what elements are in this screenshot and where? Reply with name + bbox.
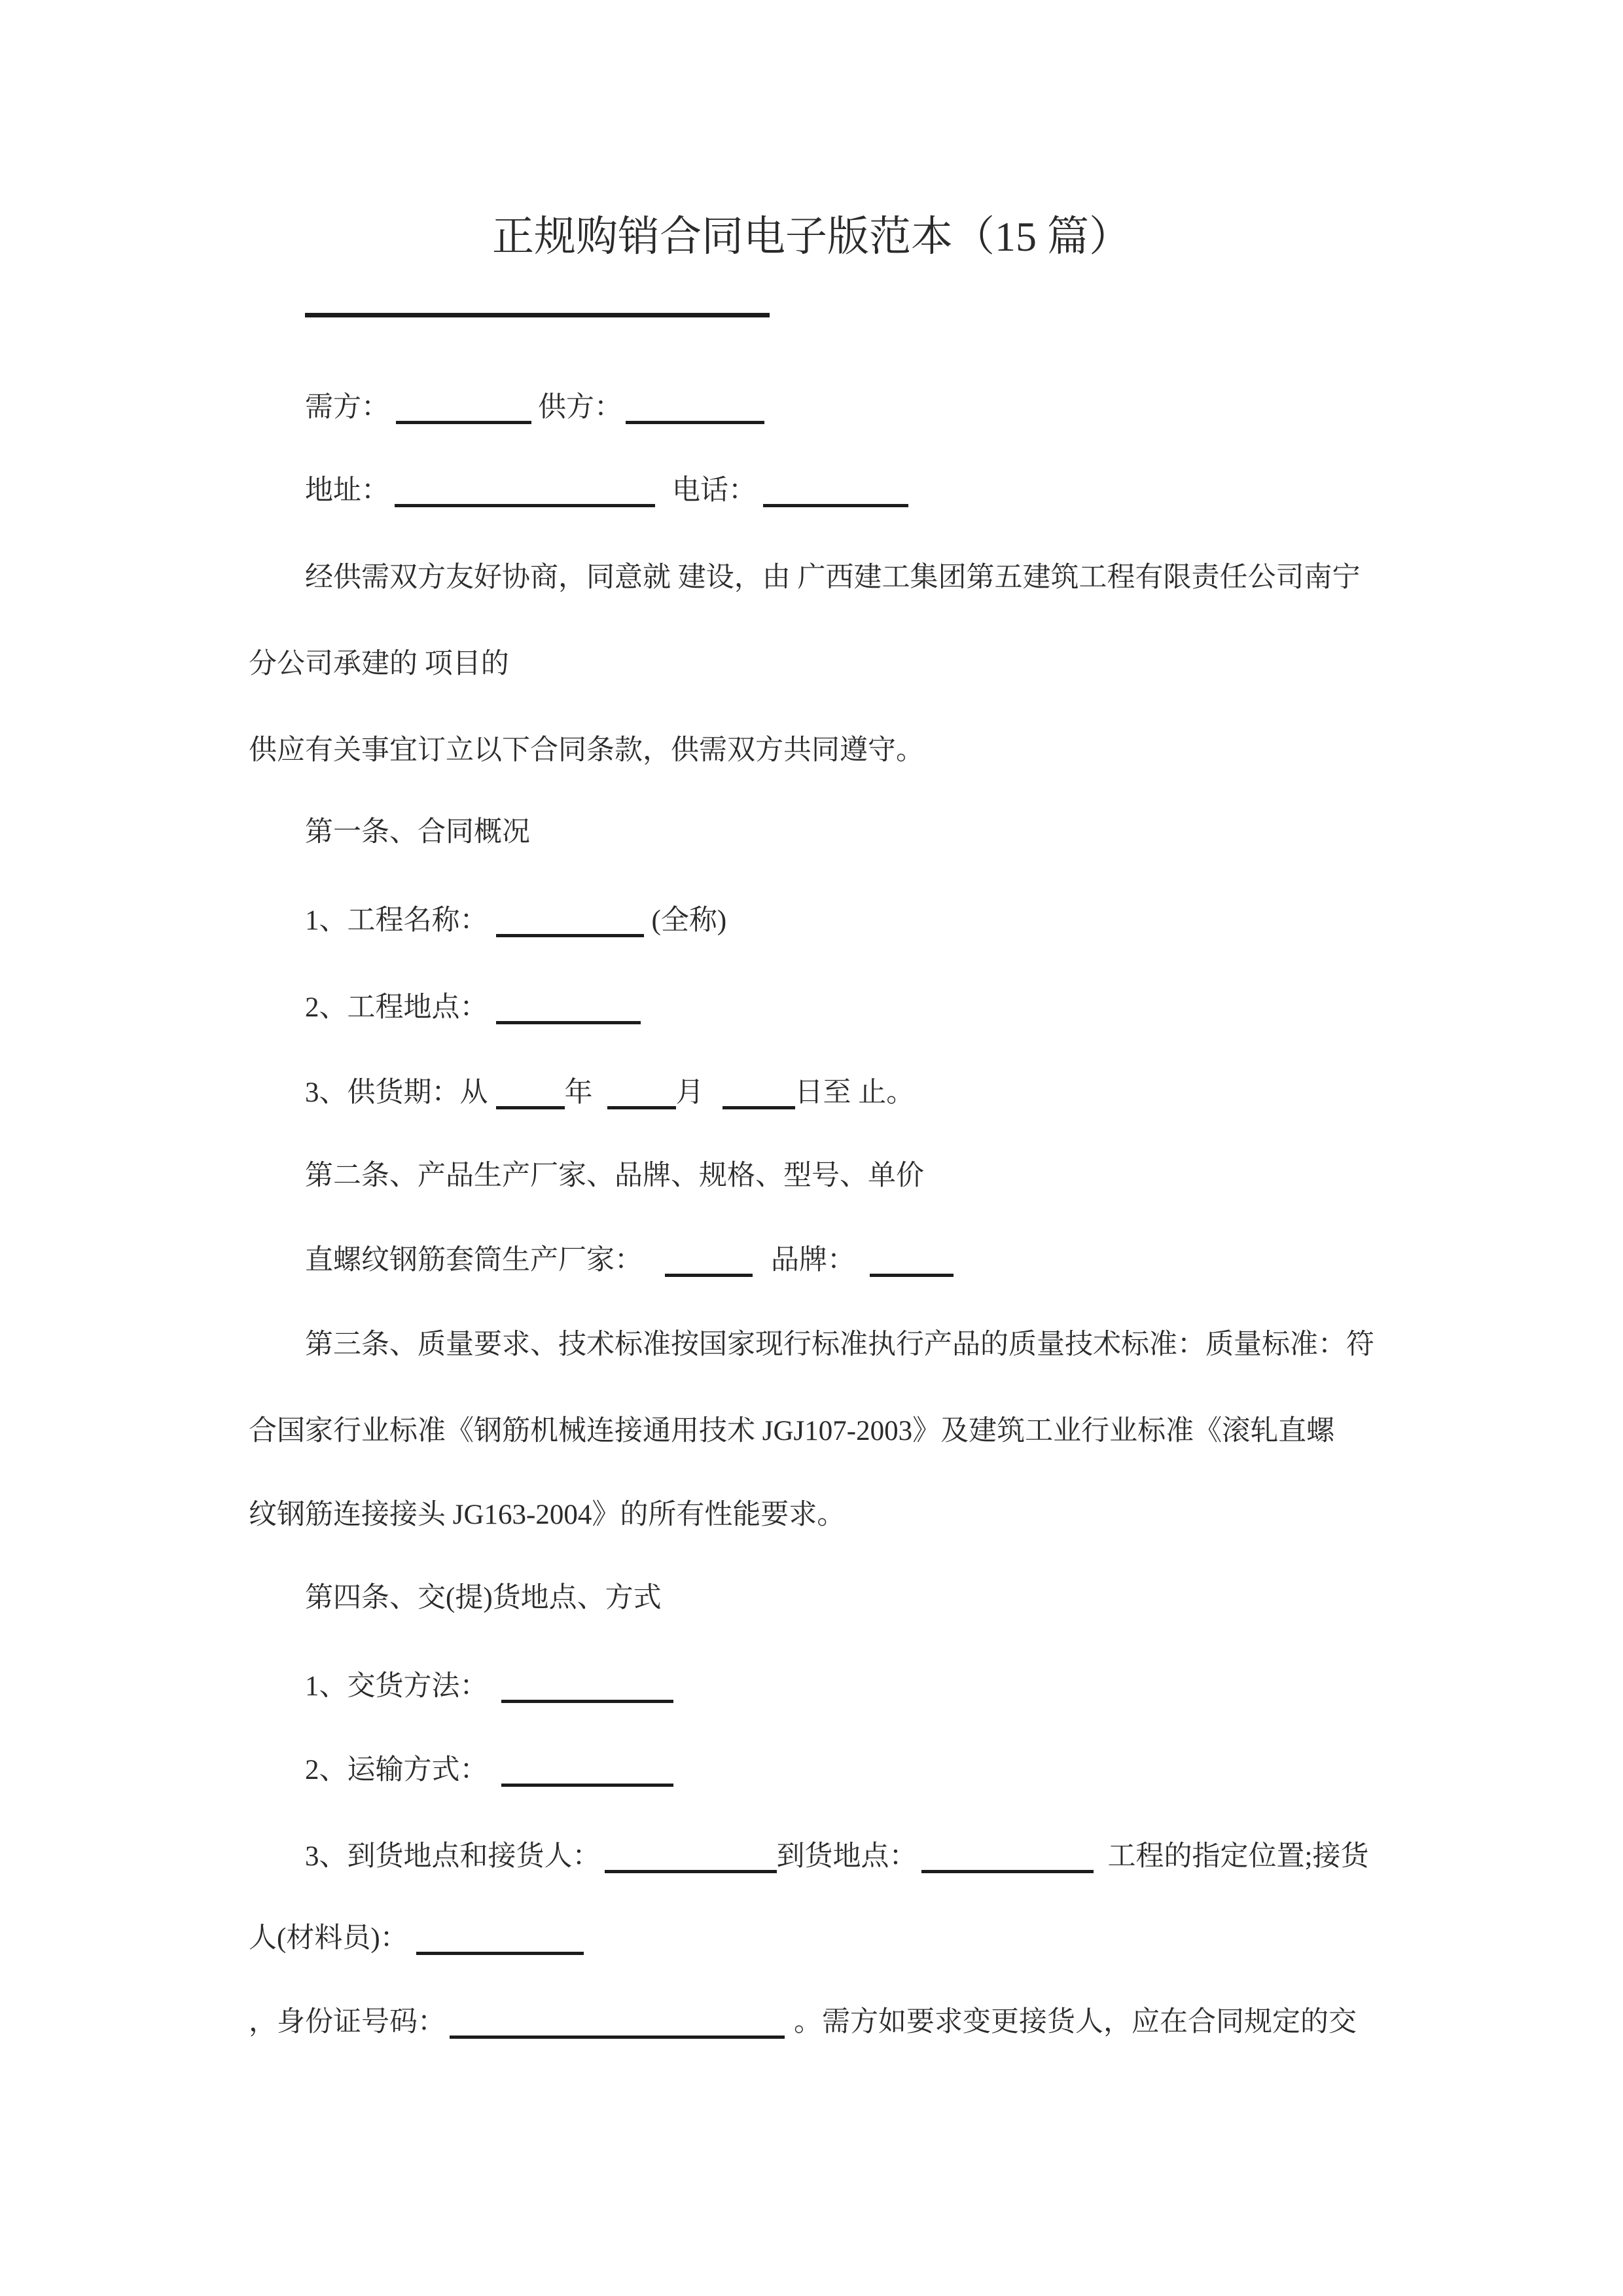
blank-field — [416, 1943, 584, 1955]
item-arrival — [249, 1815, 1457, 1899]
year-label: 年 — [564, 1077, 593, 1108]
transport-mode-label: 2、运输方式： — [305, 1755, 488, 1785]
full-name-note: (全称) — [651, 905, 727, 936]
blank-field — [921, 1861, 1094, 1873]
blank-field — [626, 412, 764, 424]
address-line — [249, 449, 1457, 533]
item-idcard — [249, 1981, 1400, 2064]
blank-field — [722, 1097, 795, 1109]
delivery-method-label: 1、交货方法： — [305, 1671, 488, 1702]
blank-field — [763, 495, 908, 507]
intro-line-3: 供应有关事宜订立以下合同条款，供需双方共同遵守。 — [249, 735, 924, 766]
blank-field — [607, 1097, 676, 1109]
idcard-suffix: 。需方如要求变更接货人，应在合同规定的交 — [794, 2007, 1357, 2037]
blank-field — [870, 1265, 954, 1277]
item-supply-period — [249, 1051, 1457, 1135]
intro-line-2: 分公司承建的 项目的 — [249, 649, 509, 679]
item-project-site — [249, 966, 1457, 1050]
intro-line-1: 经供需双方友好协商，同意就 建设，由 广西建工集团第五建筑工程有限责任公司南宁 — [305, 562, 1361, 593]
blank-field — [305, 304, 770, 317]
blank-field — [496, 1012, 641, 1024]
blank-field — [665, 1265, 753, 1277]
document-title: 正规购销合同电子版范本（15 篇） — [492, 213, 1131, 260]
party-line — [249, 366, 1457, 450]
item-delivery-method — [249, 1645, 1457, 1729]
day-to-label: 日至 止。 — [794, 1077, 915, 1108]
article4-heading: 第四条、交(提)货地点、方式 — [305, 1583, 662, 1613]
project-name-label: 1、工程名称： — [305, 905, 488, 936]
brand-label: 品牌： — [771, 1245, 855, 1276]
blank-field — [395, 495, 655, 507]
blank-field — [496, 925, 644, 937]
supply-party-label: 供方： — [538, 392, 622, 423]
address-label: 地址： — [305, 475, 389, 506]
idcard-prefix: ，身份证号码： — [249, 2007, 446, 2037]
item-transport-mode — [249, 1729, 1457, 1812]
article3-line-2: 合国家行业标准《钢筋机械连接通用技术 JGJ107-2003》及建筑工业行业标准《滚轧直螺 — [249, 1416, 1335, 1446]
blank-field — [496, 1097, 565, 1109]
article1-heading: 第一条、合同概况 — [305, 817, 530, 848]
item-arrival-receiver — [249, 1897, 1400, 1981]
blank-field — [396, 412, 531, 424]
arrival-suffix: 工程的指定位置;接货 — [1107, 1841, 1369, 1872]
blank-field — [605, 1861, 777, 1873]
blank-rule-line — [249, 259, 1457, 343]
arrival-place-label: 到货地点： — [776, 1841, 918, 1872]
blank-field — [501, 1691, 673, 1703]
article3-line-1: 第三条、质量要求、技术标准按国家现行标准执行产品的质量技术标准：质量标准：符 — [305, 1329, 1374, 1360]
project-site-label: 2、工程地点： — [305, 992, 488, 1023]
article3-line-3: 纹钢筋连接接头 JG163-2004》的所有性能要求。 — [249, 1499, 846, 1530]
month-label: 月 — [675, 1077, 704, 1108]
supply-period-label: 3、供货期：从 — [305, 1077, 488, 1108]
line-manufacturer — [249, 1219, 1457, 1302]
demand-party-label: 需方： — [305, 392, 389, 423]
blank-field — [501, 1774, 673, 1787]
blank-field — [450, 2026, 785, 2039]
arrival-label: 3、到货地点和接货人： — [305, 1841, 601, 1872]
receiver-label: 人(材料员)： — [249, 1923, 408, 1954]
phone-label: 电话： — [672, 475, 757, 506]
item-project-name — [249, 879, 1457, 963]
article2-heading: 第二条、产品生产厂家、品牌、规格、型号、单价 — [305, 1160, 924, 1191]
manufacturer-label: 直螺纹钢筋套筒生产厂家： — [305, 1245, 643, 1276]
